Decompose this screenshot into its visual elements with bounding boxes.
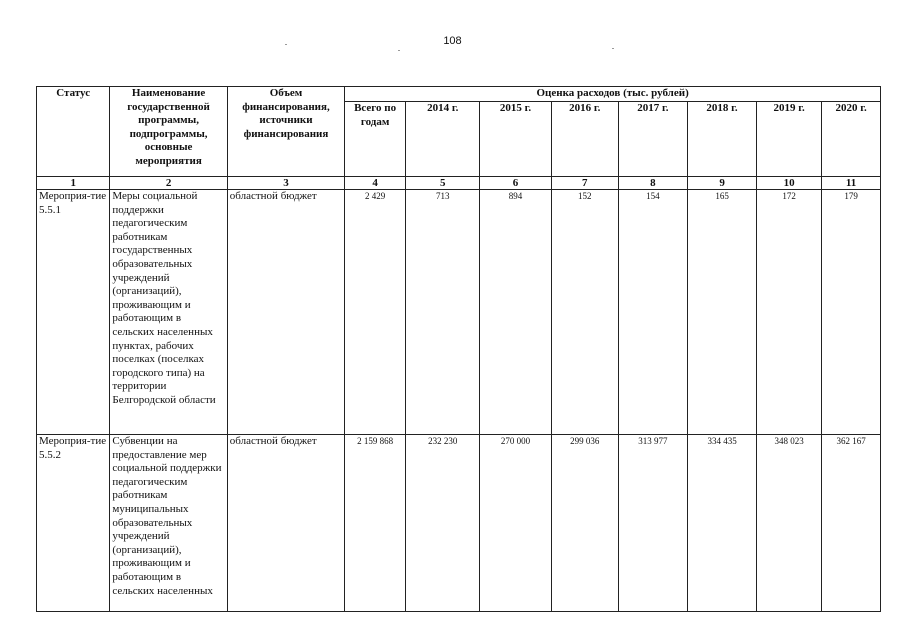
row-status: Мероприя-тие 5.5.2 <box>37 435 110 612</box>
value-total: 2 429 <box>345 190 406 435</box>
value-year: 179 <box>822 190 881 435</box>
value-year: 894 <box>480 190 551 435</box>
column-number: 8 <box>618 177 687 190</box>
column-number-row <box>37 177 881 190</box>
scan-speck <box>398 50 400 51</box>
header-funding: Объем финансирования, источники финансирования <box>227 87 344 177</box>
value-year: 270 000 <box>480 435 551 612</box>
value-year: 152 <box>551 190 618 435</box>
value-total: 2 159 868 <box>345 435 406 612</box>
table-row <box>37 190 881 435</box>
column-number: 9 <box>687 177 756 190</box>
header-year: 2016 г. <box>551 102 618 177</box>
table-row <box>37 435 881 612</box>
row-name: Субвенции на предоставление мер социальной поддержки педагогическим работникам муниципальных образовательных учреждений (организаций), проживающим и работающим в сельских населенных <box>110 435 227 612</box>
row-name: Меры социальной поддержки педагогическим работникам государственных образовательных учреждений (организаций), проживающим и работающим в сельских населенных пунктах, рабочих поселках (поселках городского типа) на территории Белгородской области <box>110 190 227 435</box>
header-year: 2017 г. <box>618 102 687 177</box>
value-year: 232 230 <box>405 435 479 612</box>
header-year: 2018 г. <box>687 102 756 177</box>
header-total: Всего по годам <box>345 102 406 177</box>
column-number: 2 <box>110 177 227 190</box>
scan-speck <box>612 48 614 49</box>
column-number: 1 <box>37 177 110 190</box>
header-year: 2014 г. <box>405 102 479 177</box>
header-name: Наименование государственной программы, подпрограммы, основные мероприятия <box>110 87 227 177</box>
header-estimate-group: Оценка расходов (тыс. рублей) <box>345 87 881 102</box>
header-year: 2020 г. <box>822 102 881 177</box>
value-year: 154 <box>618 190 687 435</box>
value-year: 348 023 <box>757 435 822 612</box>
column-number: 7 <box>551 177 618 190</box>
row-status: Мероприя-тие 5.5.1 <box>37 190 110 435</box>
header-status: Статус <box>37 87 110 177</box>
column-number: 3 <box>227 177 344 190</box>
row-funding: областной бюджет <box>227 190 344 435</box>
budget-table <box>36 86 881 612</box>
value-year: 334 435 <box>687 435 756 612</box>
page-number: 108 <box>443 35 462 47</box>
column-number: 10 <box>757 177 822 190</box>
row-funding: областной бюджет <box>227 435 344 612</box>
column-number: 5 <box>405 177 479 190</box>
column-number: 11 <box>822 177 881 190</box>
value-year: 165 <box>687 190 756 435</box>
value-year: 313 977 <box>618 435 687 612</box>
header-year: 2015 г. <box>480 102 551 177</box>
value-year: 172 <box>757 190 822 435</box>
column-number: 6 <box>480 177 551 190</box>
value-year: 362 167 <box>822 435 881 612</box>
header-year: 2019 г. <box>757 102 822 177</box>
value-year: 713 <box>405 190 479 435</box>
value-year: 299 036 <box>551 435 618 612</box>
header-row <box>37 87 881 102</box>
column-number: 4 <box>345 177 406 190</box>
scan-speck <box>285 44 287 45</box>
